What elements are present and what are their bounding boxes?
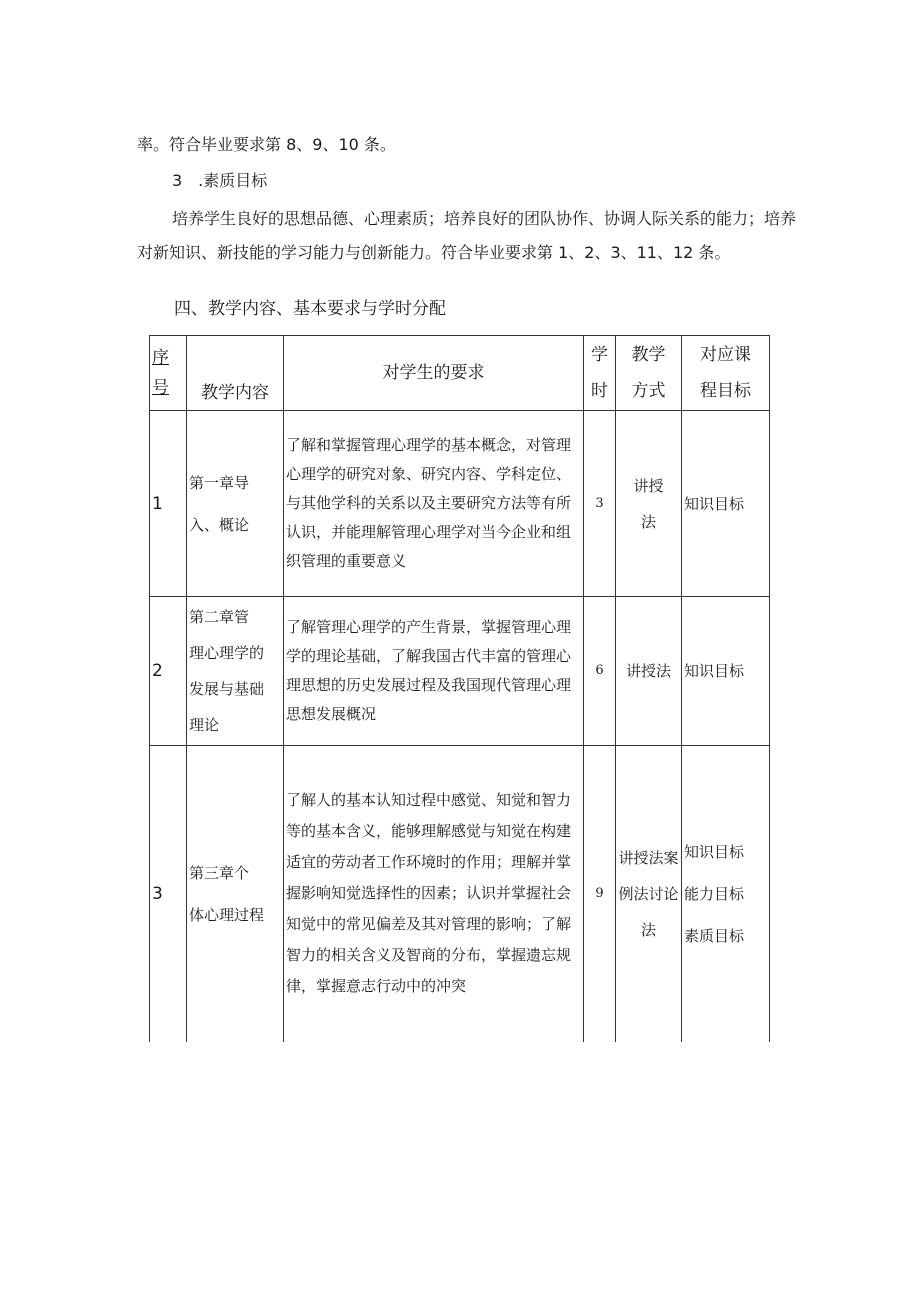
row-content: 第二章管 理心理学的 发展与基础 理论 bbox=[187, 597, 284, 746]
row-method: 讲授法 bbox=[616, 597, 682, 746]
row-hours: 3 bbox=[584, 411, 616, 597]
continuation-text: 率。符合毕业要求第 8、9、10 条。 bbox=[137, 135, 396, 154]
row-goal: 知识目标 bbox=[682, 597, 770, 746]
header-goal: 对应课 程目标 bbox=[682, 336, 770, 411]
row-seq: 3 bbox=[150, 746, 187, 1042]
table-header-row bbox=[150, 336, 770, 411]
quality-goal-text-line2: 对新知识、新技能的学习能力与创新能力。符合毕业要求第 1、2、3、11、12 条。 bbox=[137, 243, 731, 262]
header-content: 教学内容 bbox=[187, 336, 284, 411]
table-row bbox=[150, 411, 770, 597]
row-requirement: 了解管理心理学的产生背景，掌握管理心理 学的理论基础，了解我国古代丰富的管理心 理思想的历史发展过程及我国现代管理心理 思想发展概况 bbox=[284, 597, 584, 746]
section-title: 四、教学内容、基本要求与学时分配 bbox=[174, 299, 446, 319]
row-hours: 6 bbox=[584, 597, 616, 746]
row-goal: 知识目标 能力目标 素质目标 bbox=[682, 746, 770, 1042]
row-method: 讲授 法 bbox=[616, 411, 682, 597]
row-content: 第一章导 入、概论 bbox=[187, 411, 284, 597]
row-goal: 知识目标 bbox=[682, 411, 770, 597]
syllabus-table bbox=[149, 335, 770, 1042]
row-requirement: 了解和掌握管理心理学的基本概念，对管理 心理学的研究对象、研究内容、学科定位、 与其他学科的关系以及主要研究方法等有所 认识，并能理解管理心理学对当今企业和组 织管理的重要意义 bbox=[284, 411, 584, 597]
header-hours: 学 时 bbox=[584, 336, 616, 411]
header-method: 教学 方式 bbox=[616, 336, 682, 411]
row-seq: 1 bbox=[150, 411, 187, 597]
row-method: 讲授法案 例法讨论 法 bbox=[616, 746, 682, 1042]
quality-goal-text-line1: 培养学生良好的思想品德、心理素质；培养良好的团队协作、协调人际关系的能力；培养 bbox=[172, 209, 797, 228]
quality-goal-heading: 3 .素质目标 bbox=[172, 171, 268, 190]
table-row bbox=[150, 597, 770, 746]
row-hours: 9 bbox=[584, 746, 616, 1042]
row-content: 第三章个 体心理过程 bbox=[187, 746, 284, 1042]
table-row bbox=[150, 746, 770, 1042]
header-requirement: 对学生的要求 bbox=[284, 336, 584, 411]
header-seq bbox=[150, 336, 187, 411]
header-seq-label: 序 号 bbox=[152, 348, 169, 398]
row-requirement: 了解人的基本认知过程中感觉、知觉和智力 等的基本含义，能够理解感觉与知觉在构建 适宜的劳动者工作环境时的作用；理解并掌 握影响知觉选择性的因素；认识并掌握社会 知觉中的常见偏差及其对管理的影响；了解 智力的相关含义及智商的分布，掌握遗忘规 律，掌握意志行动中的冲突 bbox=[284, 746, 584, 1042]
row-seq: 2 bbox=[150, 597, 187, 746]
